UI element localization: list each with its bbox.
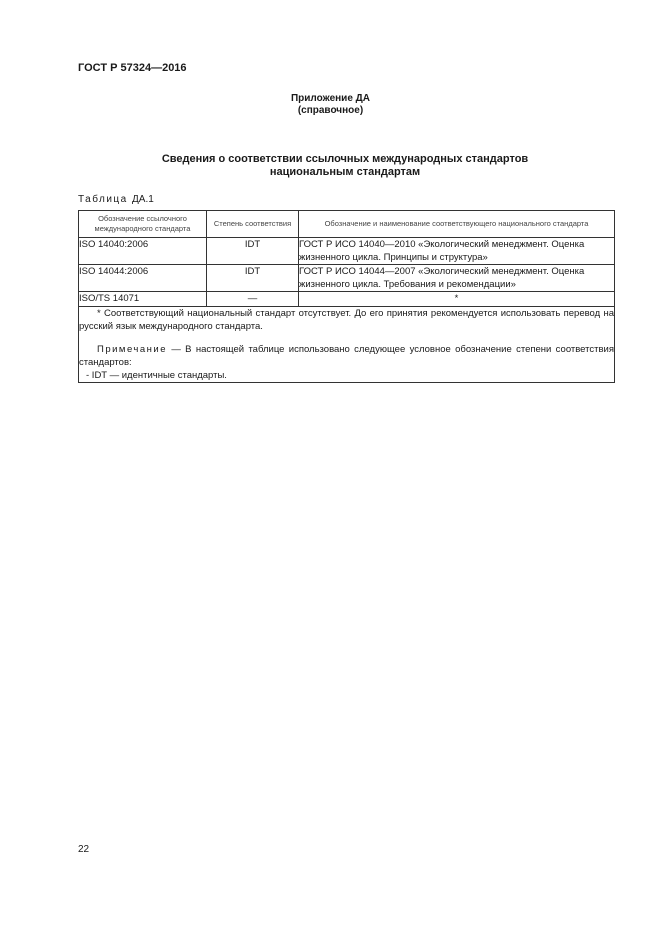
column-header-national-standard: Обозначение и наименование соответствующего национального стандарта: [299, 211, 615, 238]
cell-reference-code: ISO 14044:2006: [79, 265, 207, 292]
appendix-title: Приложение ДА: [290, 93, 371, 104]
document-code: ГОСТ Р 57324—2016: [78, 62, 187, 74]
table-label-prefix: Таблица: [78, 194, 128, 205]
table-label-number: ДА.1: [132, 194, 154, 205]
note-label: Примечание: [97, 344, 167, 355]
cell-degree: —: [207, 292, 299, 307]
cell-national-standard: ГОСТ Р ИСО 14040—2010 «Экологический менеджмент. Оценка жизненного цикла. Принципы и структура»: [299, 238, 615, 265]
section-heading: [0, 153, 661, 179]
table-label: [78, 194, 154, 205]
cell-reference-code: ISO/TS 14071: [79, 292, 207, 307]
table-notes: [79, 307, 615, 383]
page-number: 22: [78, 844, 90, 855]
cell-degree: IDT: [207, 238, 299, 265]
table-row: [79, 265, 615, 292]
table-notes-row: [79, 307, 615, 383]
standards-table: [78, 210, 615, 383]
table-header-row: [79, 211, 615, 238]
cell-degree: IDT: [207, 265, 299, 292]
column-header-degree: Степень соответствия: [207, 211, 299, 238]
table-row: [79, 238, 615, 265]
cell-national-standard: *: [299, 292, 615, 307]
note-list-item: - IDT — идентичные стандарты.: [86, 370, 227, 381]
section-heading-line-2: национальным стандартам: [269, 166, 421, 178]
appendix-subtitle: (справочное): [297, 105, 364, 116]
footnote: * Соответствующий национальный стандарт отсутствует. До его принятия рекомендуется использовать перевод на русский язык международного стандарта.: [79, 308, 614, 332]
note-paragraph: [79, 343, 614, 369]
cell-reference-code: ISO 14040:2006: [79, 238, 207, 265]
table-row: [79, 292, 615, 307]
section-heading-line-1: Сведения о соответствии ссылочных международных стандартов: [161, 153, 529, 165]
column-header-reference-standard: Обозначение ссылочного международного стандарта: [79, 211, 207, 238]
cell-national-standard: ГОСТ Р ИСО 14044—2007 «Экологический менеджмент. Оценка жизненного цикла. Требования и рекомендации»: [299, 265, 615, 292]
note-text: — В настоящей таблице использовано следующее условное обозначение степени соответствия стандартов:: [79, 344, 614, 368]
